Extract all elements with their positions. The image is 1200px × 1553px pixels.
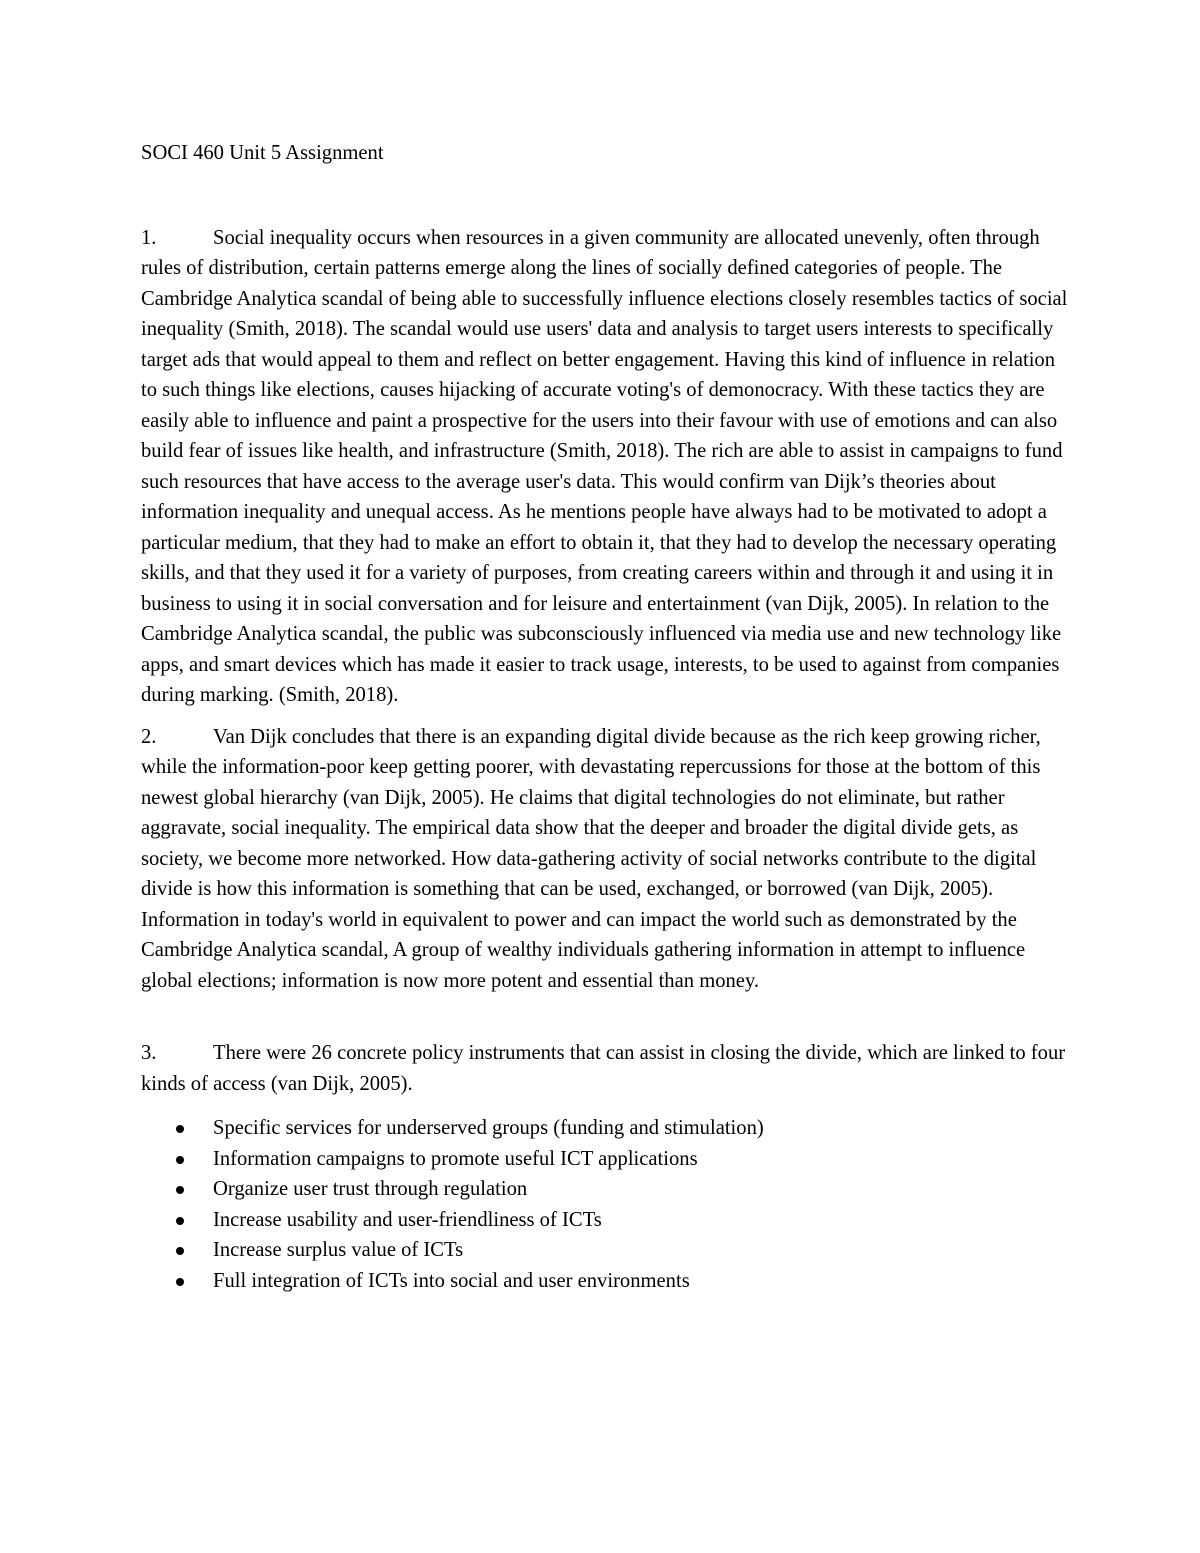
document-page	[141, 138, 1071, 1297]
question-2-paragraph	[141, 722, 1071, 997]
list-item	[141, 1174, 1071, 1205]
document-title: SOCI 460 Unit 5 Assignment	[141, 142, 384, 164]
list-item-text: Increase surplus value of ICTs	[213, 1239, 464, 1262]
list-item-text: Information campaigns to promote useful ICT applications	[213, 1147, 698, 1170]
question-1-paragraph	[141, 223, 1071, 711]
list-item	[141, 1266, 1071, 1297]
question-2-text: Van Dijk concludes that there is an expanding digital divide because as the rich keep growing richer, while the information-poor keep getting poorer, with devastating repercussions for those at the bottom of this newest global hierarchy (van Dijk, 2005). He claims that digital technologies do not eliminate, but rather aggravate, social inequality. The empirical data show that the deeper and broader the digital divide gets, as society, we become more networked. How data-gathering activity of social networks contribute to the digital divide is how this information is something that can be used, exchanged, or borrowed (van Dijk, 2005). Information in today's world in equivalent to power and can impact the world such as demonstrated by the Cambridge Analytica scandal, A group of wealthy individuals gathering information in attempt to influence global elections; information is now more potent and essential than money.	[141, 725, 1041, 992]
question-1-number: 1.	[141, 226, 157, 249]
list-item-text: Full integration of ICTs into social and user environments	[213, 1269, 690, 1292]
list-item-text: Organize user trust through regulation	[213, 1178, 528, 1201]
policy-instruments-list	[141, 1113, 1071, 1297]
list-item-text: Increase usability and user-friendliness of ICTs	[213, 1208, 602, 1231]
question-3-paragraph	[141, 1038, 1071, 1099]
bullet-icon	[176, 1247, 184, 1255]
question-2-number: 2.	[141, 725, 157, 748]
question-3-number: 3.	[141, 1042, 157, 1064]
list-item	[141, 1113, 1071, 1144]
bullet-icon	[176, 1125, 184, 1133]
bullet-icon	[176, 1186, 184, 1194]
question-3-text: There were 26 concrete policy instruments that can assist in closing the divide, which are linked to four kinds of access (van Dijk, 2005).	[141, 1042, 1066, 1095]
list-item	[141, 1205, 1071, 1236]
list-item-text: Specific services for underserved groups (funding and stimulation)	[213, 1117, 764, 1139]
list-item	[141, 1235, 1071, 1266]
list-item	[141, 1144, 1071, 1175]
bullet-icon	[176, 1278, 184, 1286]
bullet-icon	[176, 1156, 184, 1164]
bullet-icon	[176, 1217, 184, 1225]
question-1-text: Social inequality occurs when resources in a given community are allocated unevenly, often through rules of distribution, certain patterns emerge along the lines of socially defined categories of people. The Cambridge Analytica scandal of being able to successfully influence elections closely resembles tactics of social inequality (Smith, 2018). The scandal would use users' data and analysis to target users interests to specifically target ads that would appeal to them and reflect on better engagement. Having this kind of influence in relation to such things like elections, causes hijacking of accurate voting's of demonocracy. With these tactics they are easily able to influence and paint a prospective for the users into their favour with use of emotions and can also build fear of issues like health, and infrastructure (Smith, 2018). The rich are able to assist in campaigns to fund such resources that have access to the average user's data. This would confirm van Dijk’s theories about information inequality and unequal access. As he mentions people have always had to be motivated to adopt a particular medium, that they had to make an effort to obtain it, that they had to develop the necessary operating skills, and that they used it for a variety of purposes, from creating careers within and through it and using it in business to using it in social conversation and for leisure and entertainment (van Dijk, 2005). In relation to the Cambridge Analytica scandal, the public was subconsciously influenced via media use and new technology like apps, and smart devices which has made it easier to track usage, interests, to be used to against from companies during marking. (Smith, 2018).	[141, 226, 1068, 706]
